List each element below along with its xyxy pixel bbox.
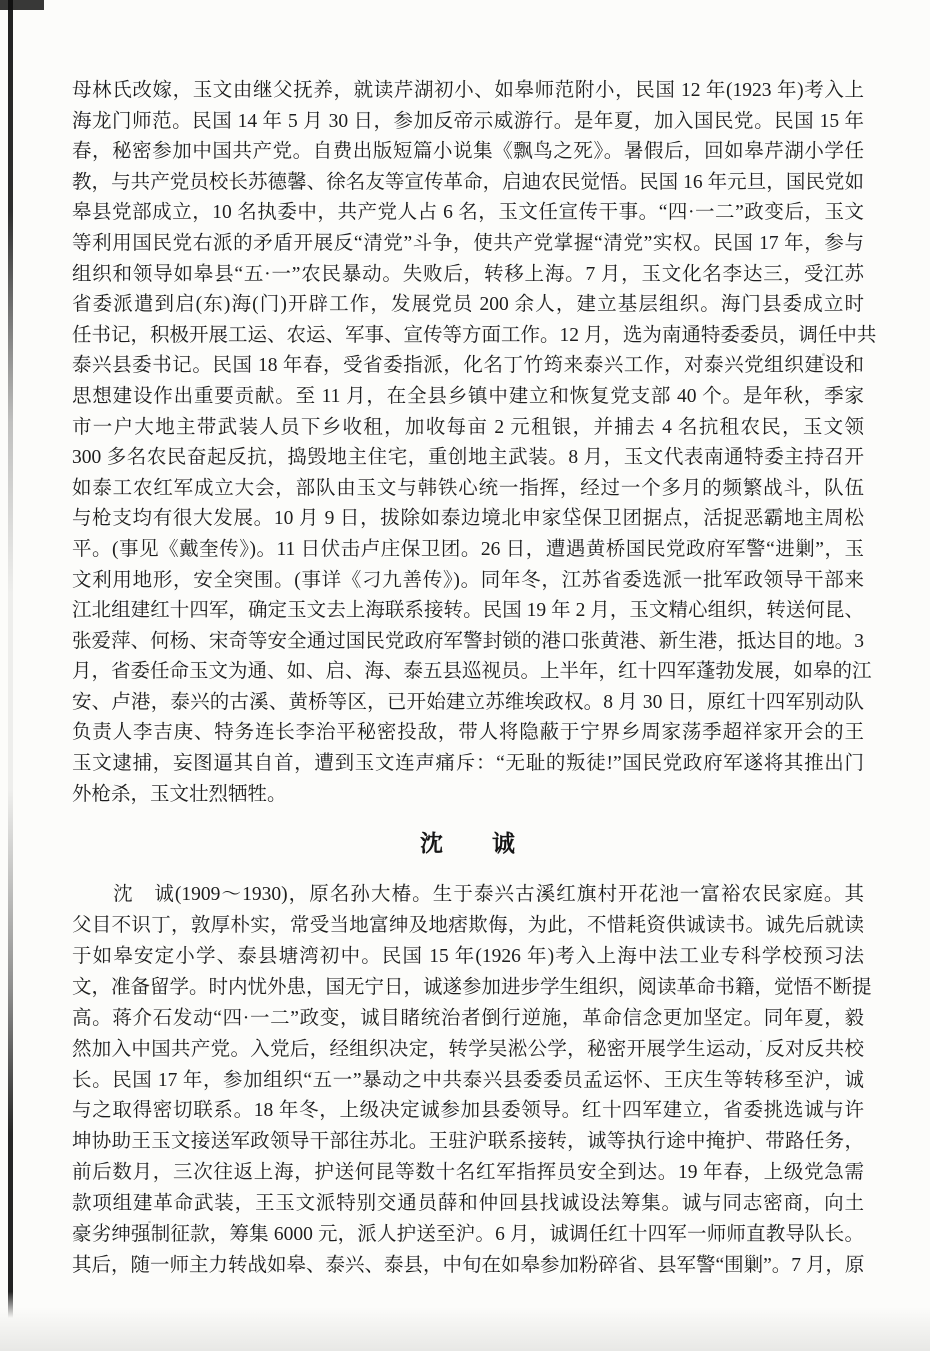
text-line: 等利用国民党右派的矛盾开展反“清党”斗争，使共产党掌握“清党”实权。民国 17 年，参与 <box>72 232 864 254</box>
text-line: 于如皋安定小学、泰县塘湾初中。民国 15 年(1926 年)考入上海中法工业专科学校预习法 <box>72 946 864 968</box>
text-line: 皋县党部成立，10 名执委中，共产党人占 6 名，玉文任宣传干事。“四·一二”政变后，玉文 <box>72 202 864 224</box>
text-line: 然加入中国共产党。入党后，经组织决定，转学吴淞公学，秘密开展学生运动，反对反共校 <box>72 1038 864 1060</box>
entry-heading-shen-cheng: 沈 诚 <box>420 831 516 857</box>
text-line: 平。(事见《戴奎传》)。11 日伏击卢庄保卫团。26 日，遭遇黄桥国民党政府军警“进剿”，玉 <box>72 538 864 560</box>
text-line: 玉文逮捕，妄图逼其自首，遭到玉文连声痛斥：“无耻的叛徒!”国民党政府军遂将其推出门 <box>72 753 864 775</box>
text-line: 组织和领导如皋县“五·一”农民暴动。失败后，转移上海。7 月，玉文化名李达三，受江苏 <box>72 263 864 285</box>
text-line: 月，省委任命玉文为通、如、启、海、泰五县巡视员。上半年，红十四军蓬勃发展，如皋的江 <box>72 661 872 683</box>
text-line: 与枪支均有很大发展。10 月 9 日，拔除如泰边境北申家垈保卫团据点，活捉恶霸地主周松 <box>72 508 864 530</box>
text-line: 父目不识丁，敦厚朴实，常受当地富绅及地痞欺侮，为此，不惜耗资供诚读书。诚先后就读 <box>72 915 864 937</box>
text-line: 海龙门师范。民国 14 年 5 月 30 日，参加反帝示威游行。是年夏，加入国民党。民国 15 年 <box>72 110 864 132</box>
text-line: 江北组建红十四军，确定玉文去上海联系接转。民国 19 年 2 月，玉文精心组织，转送何昆、 <box>72 600 864 622</box>
text-line: 教，与共产党员校长苏德馨、徐名友等宣传革命，启迪农民觉悟。民国 16 年元旦，国民党如 <box>72 171 864 193</box>
text-line: 张爱萍、何杨、宋奇等安全通过国民党政府军警封锁的港口张黄港、新生港，抵达目的地。3 <box>72 630 864 652</box>
text-line: 市一户大地主带武装人员下乡收租，加收每亩 2 元租银，并捕去 4 名抗租农民，玉文领 <box>72 416 864 438</box>
scan-shadow-bottom <box>0 1307 930 1351</box>
text-line: 春，秘密参加中国共产党。自费出版短篇小说集《飘鸟之死》。暑假后，回如皋芹湖小学任 <box>72 141 864 163</box>
scan-edge-artifact-left <box>8 0 13 1318</box>
text-line: 文，准备留学。时内忧外患，国无宁日，诚遂参加进步学生组织，阅读革命书籍，觉悟不断提 <box>72 976 872 998</box>
text-line: 高。蒋介石发动“四·一二”政变，诚目睹统治者倒行逆施，革命信念更加坚定。同年夏，毅 <box>72 1007 864 1029</box>
text-line: 其后，随一师主力转战如皋、泰兴、泰县，中旬在如皋参加粉碎省、县军警“围剿”。7 月，原 <box>72 1254 865 1276</box>
text-line: 款项组建革命武装，王玉文派特别交通员薛和仲回县找诚设法筹集。诚与同志密商，向土 <box>72 1193 864 1215</box>
text-line: 文利用地形，安全突围。(事详《刁九善传》)。同年冬，江苏省委选派一批军政领导干部来 <box>72 569 864 591</box>
text-line: 省委派遣到启(东)海(门)开辟工作，发展党员 200 余人，建立基层组织。海门县委成立时 <box>72 294 864 316</box>
text-line: 300 多名农民奋起反抗，捣毁地主住宅，重创地主武装。8 月，玉文代表南通特委主持召开 <box>72 447 864 469</box>
text-line: 泰兴县委书记。民国 18 年春，受省委指派，化名丁竹筠来泰兴工作，对泰兴党组织建设和 <box>72 355 864 377</box>
text-line: 坤协助王玉文接送军政领导干部往苏北。王驻沪联系接转，诚等执行途中掩护、带路任务， <box>72 1131 864 1153</box>
text-line: 安、卢港，泰兴的古溪、黄桥等区，已开始建立苏维埃政权。8 月 30 日，原红十四军别动队 <box>72 691 864 713</box>
biography-paragraph-wang-yuwen <box>72 76 877 810</box>
page-text-block <box>72 76 877 1282</box>
text-line: 沈 诚(1909～1930)，原名孙大椿。生于泰兴古溪红旗村开花池一富裕农民家庭。其 <box>72 884 864 906</box>
text-line: 思想建设作出重要贡献。至 11 月，在全县乡镇中建立和恢复党支部 40 个。是年秋，季家 <box>72 385 864 407</box>
text-line: 负责人李吉庚、特务连长李治平秘密投敌，带人将隐蔽于宁界乡周家荡季超祥家开会的王 <box>72 722 864 744</box>
text-line: 豪劣绅强制征款，筹集 6000 元，派人护送至沪。6 月，诚调任红十四军一师师直教导队长。 <box>72 1224 864 1246</box>
text-line: 外枪杀，玉文壮烈牺牲。 <box>72 783 287 805</box>
text-line: 如泰工农红军成立大会，部队由玉文与韩铁心统一指挥，经过一个多月的频繁战斗，队伍 <box>72 477 864 499</box>
text-line: 与之取得密切联系。18 年冬，上级决定诚参加县委领导。红十四军建立，省委挑选诚与许 <box>72 1100 864 1122</box>
text-line: 任书记，积极开展工运、农运、军事、宣传等方面工作。12 月，选为南通特委委员，调任中共 <box>72 324 877 346</box>
scan-edge-artifact-top <box>0 0 44 10</box>
text-line: 前后数月，三次往返上海，护送何昆等数十名红军指挥员安全到达。19 年春，上级党急需 <box>72 1162 864 1184</box>
text-line: 长。民国 17 年，参加组织“五一”暴动之中共泰兴县委委员孟运怀、王庆生等转移至沪，诚 <box>72 1069 864 1091</box>
text-line: 母林氏改嫁，玉文由继父抚养，就读芹湖初小、如皋师范附小，民国 12 年(1923 年)考入上 <box>72 80 864 101</box>
biography-paragraph-shen-cheng <box>72 880 872 1282</box>
